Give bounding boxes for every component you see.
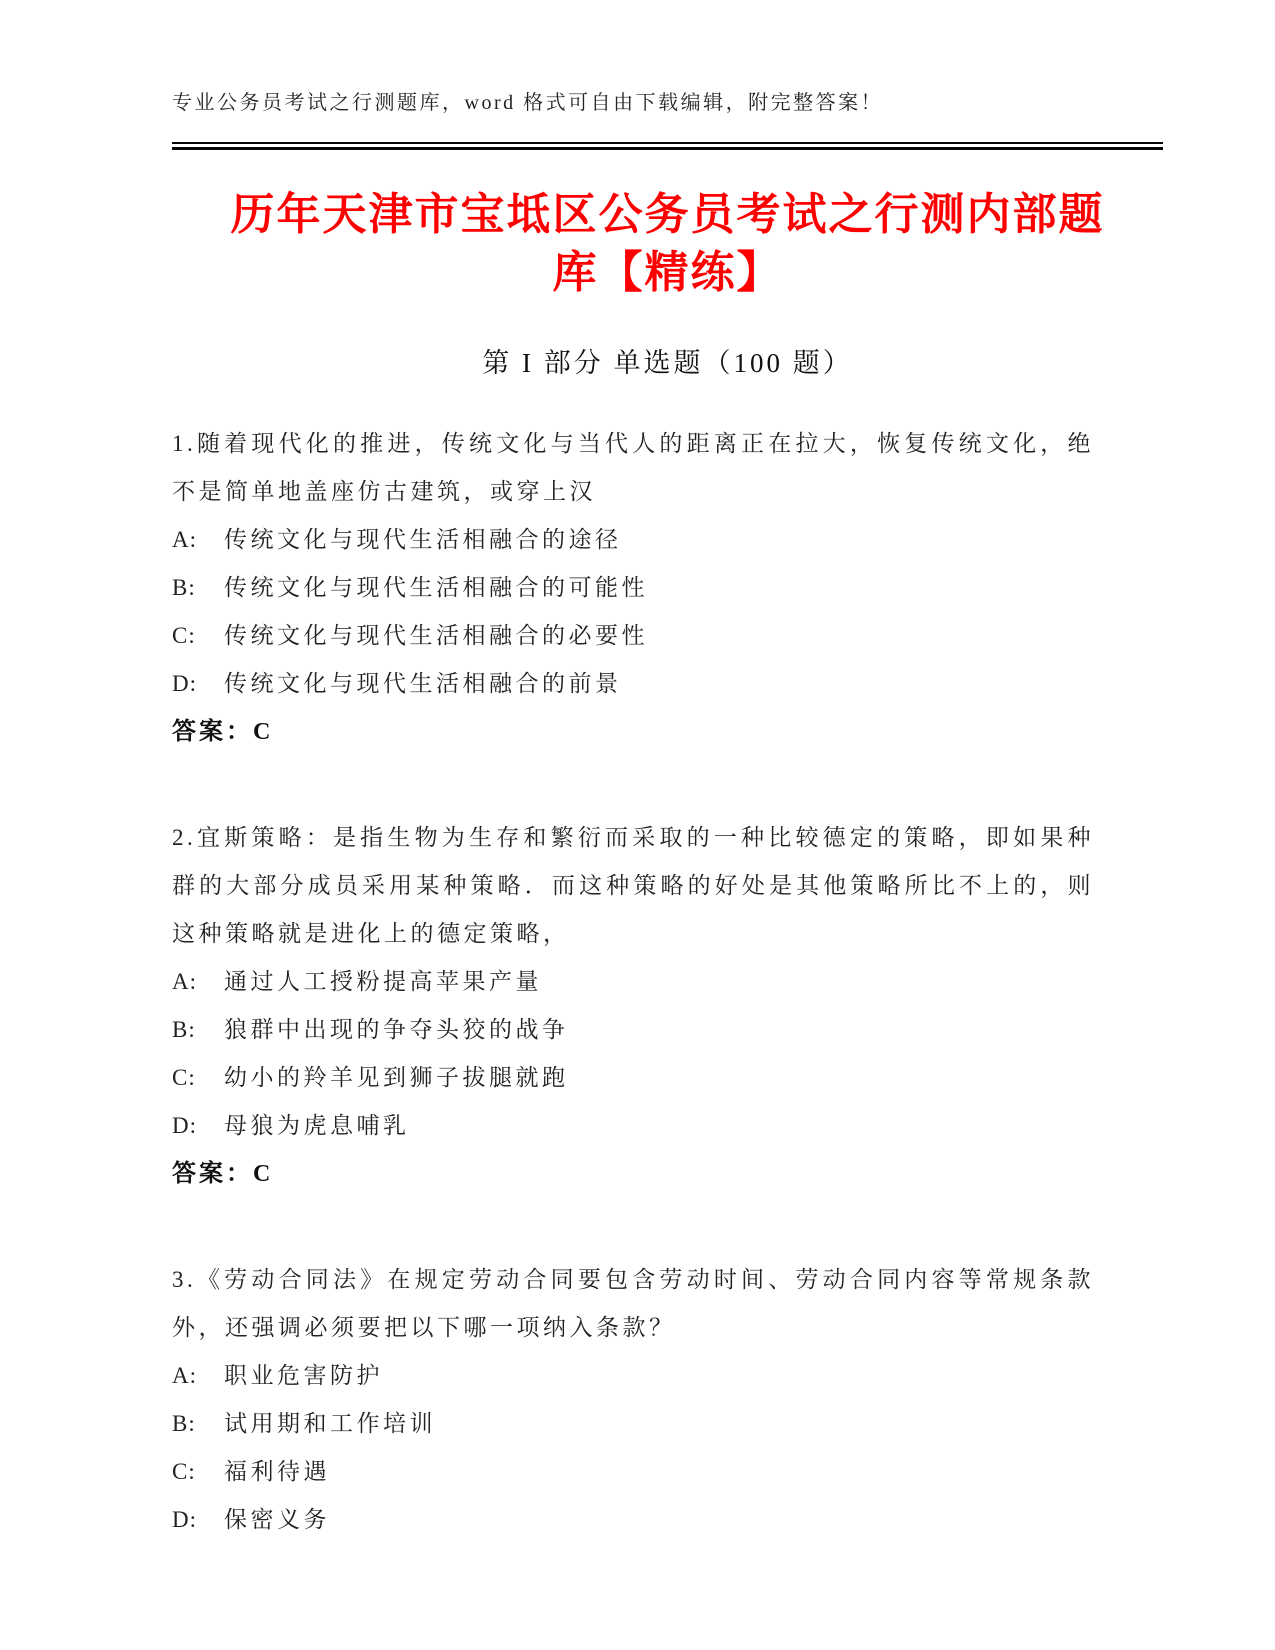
- option-text: 通过人工授粉提高苹果产量: [224, 969, 542, 994]
- option-label: B:: [172, 1411, 196, 1436]
- question-option-a: [172, 516, 1094, 564]
- question-answer: 答案：C: [172, 1161, 274, 1187]
- question-option-b: [172, 1006, 1094, 1054]
- question-stem: 2.宜斯策略：是指生物为生存和繁衍而采取的一种比较德定的策略，即如果种群的大部分成员采用某种策略．而这种策略的好处是其他策略所比不上的，则这种策略就是进化上的德定策略，: [172, 825, 1094, 946]
- question-stem: 3.《劳动合同法》在规定劳动合同要包含劳动时间、劳动合同内容等常规条款外，还强调必须要把以下哪一项纳入条款？: [172, 1267, 1094, 1340]
- question-answer: 答案：C: [172, 719, 274, 745]
- question-option-b: [172, 1400, 1094, 1448]
- option-text: 传统文化与现代生活相融合的必要性: [224, 623, 648, 648]
- question-option-c: [172, 612, 1094, 660]
- option-text: 狼群中出现的争夺头狡的战争: [224, 1017, 569, 1042]
- section-heading: 第 I 部分 单选题（100 题）: [482, 348, 853, 378]
- option-text: 福利待遇: [224, 1459, 330, 1484]
- question-option-c: [172, 1054, 1094, 1102]
- question-block-3: [172, 1256, 1163, 1544]
- document-title: [172, 186, 1163, 302]
- option-label: D:: [172, 1507, 197, 1532]
- option-label: D:: [172, 1113, 197, 1138]
- option-label: C:: [172, 1459, 196, 1484]
- option-text: 传统文化与现代生活相融合的前景: [224, 671, 622, 696]
- document-title-line1: 历年天津市宝坻区公务员考试之行测内部题: [230, 190, 1105, 239]
- option-text: 幼小的羚羊见到狮子拔腿就跑: [224, 1065, 569, 1090]
- question-option-d: [172, 660, 1094, 708]
- option-text: 传统文化与现代生活相融合的途径: [224, 527, 622, 552]
- option-label: C:: [172, 623, 196, 648]
- option-label: A:: [172, 527, 197, 552]
- question-list: [172, 420, 1163, 1544]
- question-option-c: [172, 1448, 1094, 1496]
- option-label: B:: [172, 1017, 196, 1042]
- option-label: A:: [172, 1363, 197, 1388]
- question-option-a: [172, 958, 1094, 1006]
- header-note: 专业公务员考试之行测题库，word 格式可自由下载编辑，附完整答案！: [172, 92, 884, 114]
- option-text: 试用期和工作培训: [224, 1411, 436, 1436]
- question-option-d: [172, 1102, 1094, 1150]
- question-option-b: [172, 564, 1094, 612]
- question-block-2: [172, 814, 1163, 1198]
- option-label: D:: [172, 671, 197, 696]
- header-divider: [172, 142, 1163, 150]
- question-stem: 1.随着现代化的推进，传统文化与当代人的距离正在拉大，恢复传统文化，绝不是简单地盖座仿古建筑，或穿上汉: [172, 431, 1094, 504]
- question-block-1: [172, 420, 1163, 756]
- option-label: B:: [172, 575, 196, 600]
- option-text: 母狼为虎息哺乳: [224, 1113, 410, 1138]
- question-option-d: [172, 1496, 1094, 1544]
- option-label: A:: [172, 969, 197, 994]
- option-text: 传统文化与现代生活相融合的可能性: [224, 575, 648, 600]
- question-option-a: [172, 1352, 1094, 1400]
- option-label: C:: [172, 1065, 196, 1090]
- document-title-line2: 库【精练】: [552, 248, 783, 297]
- option-text: 保密义务: [224, 1507, 330, 1532]
- option-text: 职业危害防护: [224, 1363, 383, 1388]
